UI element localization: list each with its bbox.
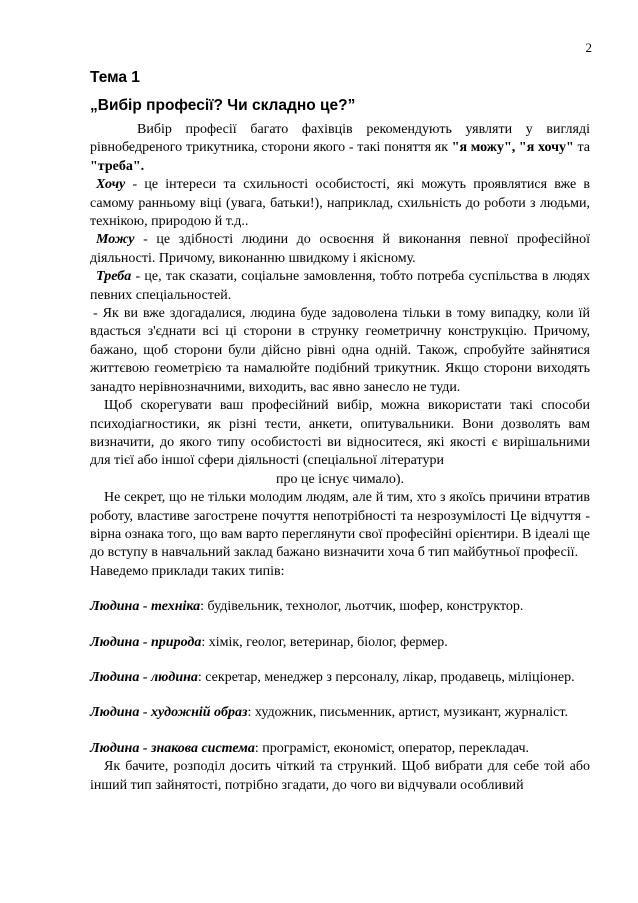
type-entry-technika	[90, 598, 590, 616]
intro-paragraph	[90, 121, 590, 176]
treba-paragraph	[90, 268, 590, 305]
type-entry-znakova	[90, 740, 590, 758]
methods-paragraph-end: про це існує чимало).	[275, 471, 405, 487]
examples-intro: Наведемо приклади таких типів:	[90, 563, 285, 579]
type-text: : програміст, економіст, оператор, перекладач.	[254, 740, 529, 756]
type-text: : будівельник, технолог, льотчик, шофер, конструктор.	[200, 599, 524, 615]
type-text: : художник, письменник, артист, музикант, журналіст.	[247, 705, 568, 721]
mozhu-term: Можу	[96, 232, 135, 248]
khochu-paragraph	[90, 176, 590, 231]
type-entry-pryroda	[90, 634, 590, 652]
page-number: 2	[585, 40, 592, 55]
type-text: : хімік, геолог, ветеринар, біолог, фермер.	[201, 634, 448, 650]
khochu-term: Хочу	[96, 177, 126, 193]
document-body	[90, 68, 590, 795]
type-entry-obraz	[90, 704, 590, 722]
methods-paragraph: Щоб скорегувати ваш професійний вибір, можна використати такі способи психодіагностики, як різні тести, анкети, опитувальники. Вони дозволять вам визначити, до якого типу особистості ви відноситеся, які якості є вирішальними для тієї або іншої сфери діяльності (спеціальної літератури	[90, 398, 590, 469]
geometry-paragraph: - Як ви вже здогадалися, людина буде задоволена тільки в тому випадку, коли їй вдасться з'єднати всі ці сторони в струнку геометричну конструкцію. Причому, бажано, щоб сторони були дійсно рівні одна одній. Також, спробуйте зайнятися життєвою геометрією та намалюйте подібний трикутник. Якщо сторони виходять занадто нерівнозначними, виходить, вас явно занесло не туди.	[90, 306, 590, 395]
treba-text: - це, так сказати, соціальне замовлення, тобто потреба суспільства в людях певних спеціальностей.	[90, 269, 590, 303]
mozhu-text: - це здібності людини до освоєння й виконання певної професійної діяльності. Причому, виконанню швидкому і якісному.	[90, 232, 590, 266]
type-term: Людина - природа	[90, 634, 202, 650]
page-title: „Вибір професії? Чи складно це?”	[90, 97, 356, 114]
type-term: Людина - людина	[90, 669, 198, 685]
intro-text: Вибір професії багато фахівців рекомендують уявляти у вигляді рівнобедреного трикутника, сторони якого - такі поняття як	[90, 122, 590, 156]
secret-paragraph: Не секрет, що не тільки молодим людям, але й тим, хто з якоїсь причини втратив роботу, властиве загострене почуття непотрібності та незрозумілості Це відчуття - вірна ознака того, що вам варто переглянути свої професійні орієнтири. В ідеалі ще до вступу в навчальний заклад бажано визначити хоча б тип майбутньої професії.	[90, 490, 590, 561]
type-term: Людина - художній образ	[90, 705, 248, 721]
type-term: Людина - знакова система	[90, 740, 255, 756]
khochu-text: - це інтереси та схильності особистості, які можуть проявлятися вже в самому ранньому віці (увага, батьки!), наприклад, схильність до роботи з людьми, технікою, природою й т.д..	[90, 177, 590, 230]
type-text: : секретар, менеджер з персоналу, лікар, продавець, міліціонер.	[197, 669, 575, 685]
type-entry-lyudyna	[90, 669, 590, 687]
treba-term: Треба	[96, 269, 132, 285]
topic-heading: Тема 1	[90, 69, 140, 86]
intro-ta: та	[573, 140, 590, 156]
final-paragraph: Як бачите, розподіл досить чіткий та стрункий. Щоб вибрати для себе той або інший тип зайнятості, потрібно згадати, до чого ви відчували особливий	[90, 759, 590, 793]
intro-treba: "треба".	[90, 158, 145, 174]
mozhu-paragraph	[90, 231, 590, 268]
type-term: Людина - техніка	[90, 599, 201, 615]
intro-ya-mozhu: "я можу", "я хочу"	[451, 140, 574, 156]
